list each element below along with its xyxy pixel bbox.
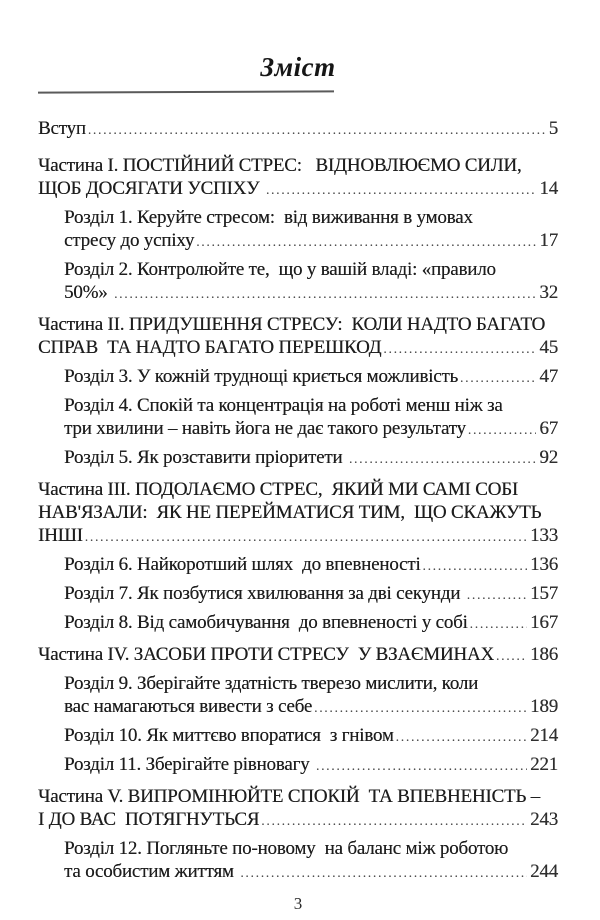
toc-entry-text: Розділ 6. Найкоротший шлях до впевненості (64, 554, 421, 575)
title-underline-rule (38, 90, 334, 93)
toc-entry-page: 47 (539, 366, 558, 387)
toc-entry-line: Розділ 2. Контролюйте те, що у вашій владі: «правило (64, 259, 496, 280)
toc-entry (38, 206, 558, 254)
toc-entry-text: ЩОБ ДОСЯГАТИ УСПІХУ (38, 178, 264, 199)
toc-entry-text: та особистим життям (64, 861, 239, 882)
toc-entry-line: Розділ 4. Спокій та концентрація на роботі менш ніж за (64, 395, 503, 416)
toc-entry-lastline (38, 117, 558, 142)
toc-entry-text: стресу до успіху (64, 230, 195, 251)
toc-entry-page: 133 (530, 525, 558, 546)
toc-entry-text: Розділ 10. Як миттєво впоратися з гнівом (64, 725, 394, 746)
toc-entry-lastline (64, 582, 558, 607)
toc-entry-text: вас намагаються вивести з себе (64, 696, 313, 717)
toc-entry (38, 582, 558, 607)
toc-entry-page: 189 (530, 696, 558, 717)
toc-entry-page: 214 (530, 725, 558, 746)
toc-entry-line: Розділ 9. Зберігайте здатність тверезо мислити, коли (64, 673, 479, 694)
toc-entry-page: 167 (530, 612, 558, 633)
toc-entry (38, 724, 558, 749)
toc-entry-page: 244 (530, 861, 558, 882)
dot-leader (86, 117, 546, 142)
toc-entry-lastline (64, 417, 558, 442)
toc-entry-text: СПРАВ ТА НАДТО БАГАТО ПЕРЕШКОД (38, 337, 382, 358)
toc-entry (38, 154, 558, 202)
toc-entry (38, 258, 558, 306)
toc-entry-line: Частина I. ПОСТІЙНИЙ СТРЕС: ВІДНОВЛЮЄМО СИЛИ, (38, 155, 522, 176)
toc-entry (38, 643, 558, 668)
page-number: 3 (293, 894, 303, 913)
toc-entry-line: Частина V. ВИПРОМІНЮЙТЕ СПОКІЙ ТА ВПЕВНЕНІСТЬ – (38, 786, 540, 807)
dot-leader (238, 860, 527, 885)
toc-entry-line: Розділ 12. Погляньте по-новому на баланс між роботою (64, 838, 509, 859)
toc-entry-lastline (38, 808, 558, 833)
dot-leader (264, 177, 536, 202)
dot-leader (347, 446, 536, 471)
toc-entry-lastline (64, 553, 558, 578)
toc-entry-text: Частина IV. ЗАСОБИ ПРОТИ СТРЕСУ У ВЗАЄМИНАХ (38, 644, 494, 665)
toc-entry (38, 446, 558, 471)
toc-entry-page: 45 (539, 337, 558, 358)
toc-entry-page: 5 (548, 118, 558, 139)
dot-leader (420, 553, 527, 578)
toc-entry-text: три хвилини – навіть йога не дає такого результату (64, 418, 466, 439)
toc-entry (38, 672, 558, 720)
toc-entry-lastline (38, 336, 558, 361)
toc-entry (38, 611, 558, 636)
toc-entry-text: Розділ 5. Як розставити пріоритети (64, 447, 347, 468)
toc-entry-text: Розділ 3. У кожній труднощі криється можливість (64, 366, 459, 387)
toc-entry-lastline (38, 643, 558, 668)
dot-leader (312, 695, 527, 720)
toc-entry-lastline (38, 177, 558, 202)
toc-entry (38, 365, 558, 390)
toc-entry-lastline (64, 446, 558, 471)
toc-entry-lastline (64, 281, 558, 306)
toc-entry-line: Розділ 1. Керуйте стресом: від виживання в умовах (64, 207, 473, 228)
toc-entry (38, 785, 558, 833)
dot-leader (83, 524, 527, 549)
toc-entry-line: Частина II. ПРИДУШЕННЯ СТРЕСУ: КОЛИ НАДТО БАГАТО (38, 314, 546, 335)
toc-entry-lastline (64, 365, 558, 390)
dot-leader (112, 281, 536, 306)
toc-entry-page: 136 (530, 554, 558, 575)
toc-entry-text: ІНШІ (38, 525, 83, 546)
toc-entry-text: 50%» (64, 282, 113, 303)
toc-entry (38, 394, 558, 442)
dot-leader (468, 611, 527, 636)
dot-leader (458, 365, 536, 390)
toc-list (38, 117, 558, 885)
toc-entry (38, 753, 558, 778)
toc-entry-page: 17 (539, 230, 558, 251)
toc-entry-page: 32 (539, 282, 558, 303)
toc-entry (38, 117, 558, 142)
toc-entry-lastline (64, 229, 558, 254)
toc-entry-text: Розділ 8. Від самобичування до впевненості у собі (64, 612, 468, 633)
toc-entry (38, 313, 558, 361)
toc-entry-lastline (64, 753, 558, 778)
toc-entry-page: 14 (539, 178, 558, 199)
toc-entry-page: 157 (530, 583, 558, 604)
toc-entry-lastline (64, 724, 558, 749)
dot-leader (465, 582, 527, 607)
toc-entry-text: Розділ 7. Як позбутися хвилювання за дві секунди (64, 583, 465, 604)
toc-entry-page: 67 (539, 418, 558, 439)
toc-entry-page: 221 (530, 754, 558, 775)
toc-entry-page: 92 (539, 447, 558, 468)
toc-entry-line: Частина III. ПОДОЛАЄМО СТРЕС, ЯКИЙ МИ САМІ СОБІ (38, 479, 518, 500)
toc-entry-lastline (64, 611, 558, 636)
dot-leader (466, 417, 537, 442)
dot-leader (314, 753, 527, 778)
dot-leader (494, 643, 527, 668)
toc-entry-page: 186 (530, 644, 558, 665)
dot-leader (259, 808, 527, 833)
dot-leader (194, 229, 536, 254)
toc-entry-lastline (38, 524, 558, 549)
toc-entry (38, 553, 558, 578)
toc-entry-text: І ДО ВАС ПОТЯГНУТЬСЯ (38, 809, 260, 830)
toc-entry-lastline (64, 860, 558, 885)
dot-leader (381, 336, 536, 361)
toc-entry-line: НАВ'ЯЗАЛИ: ЯК НЕ ПЕРЕЙМАТИСЯ ТИМ, ЩО СКАЖУТЬ (38, 502, 542, 523)
toc-entry-lastline (64, 695, 558, 720)
toc-entry-page: 243 (530, 809, 558, 830)
toc-entry (38, 478, 558, 549)
toc-entry (38, 837, 558, 885)
page-title: Зміст (260, 52, 336, 82)
toc-entry-text: Розділ 11. Зберігайте рівновагу (64, 754, 314, 775)
dot-leader (394, 724, 527, 749)
toc-entry-text: Вступ (38, 118, 86, 139)
